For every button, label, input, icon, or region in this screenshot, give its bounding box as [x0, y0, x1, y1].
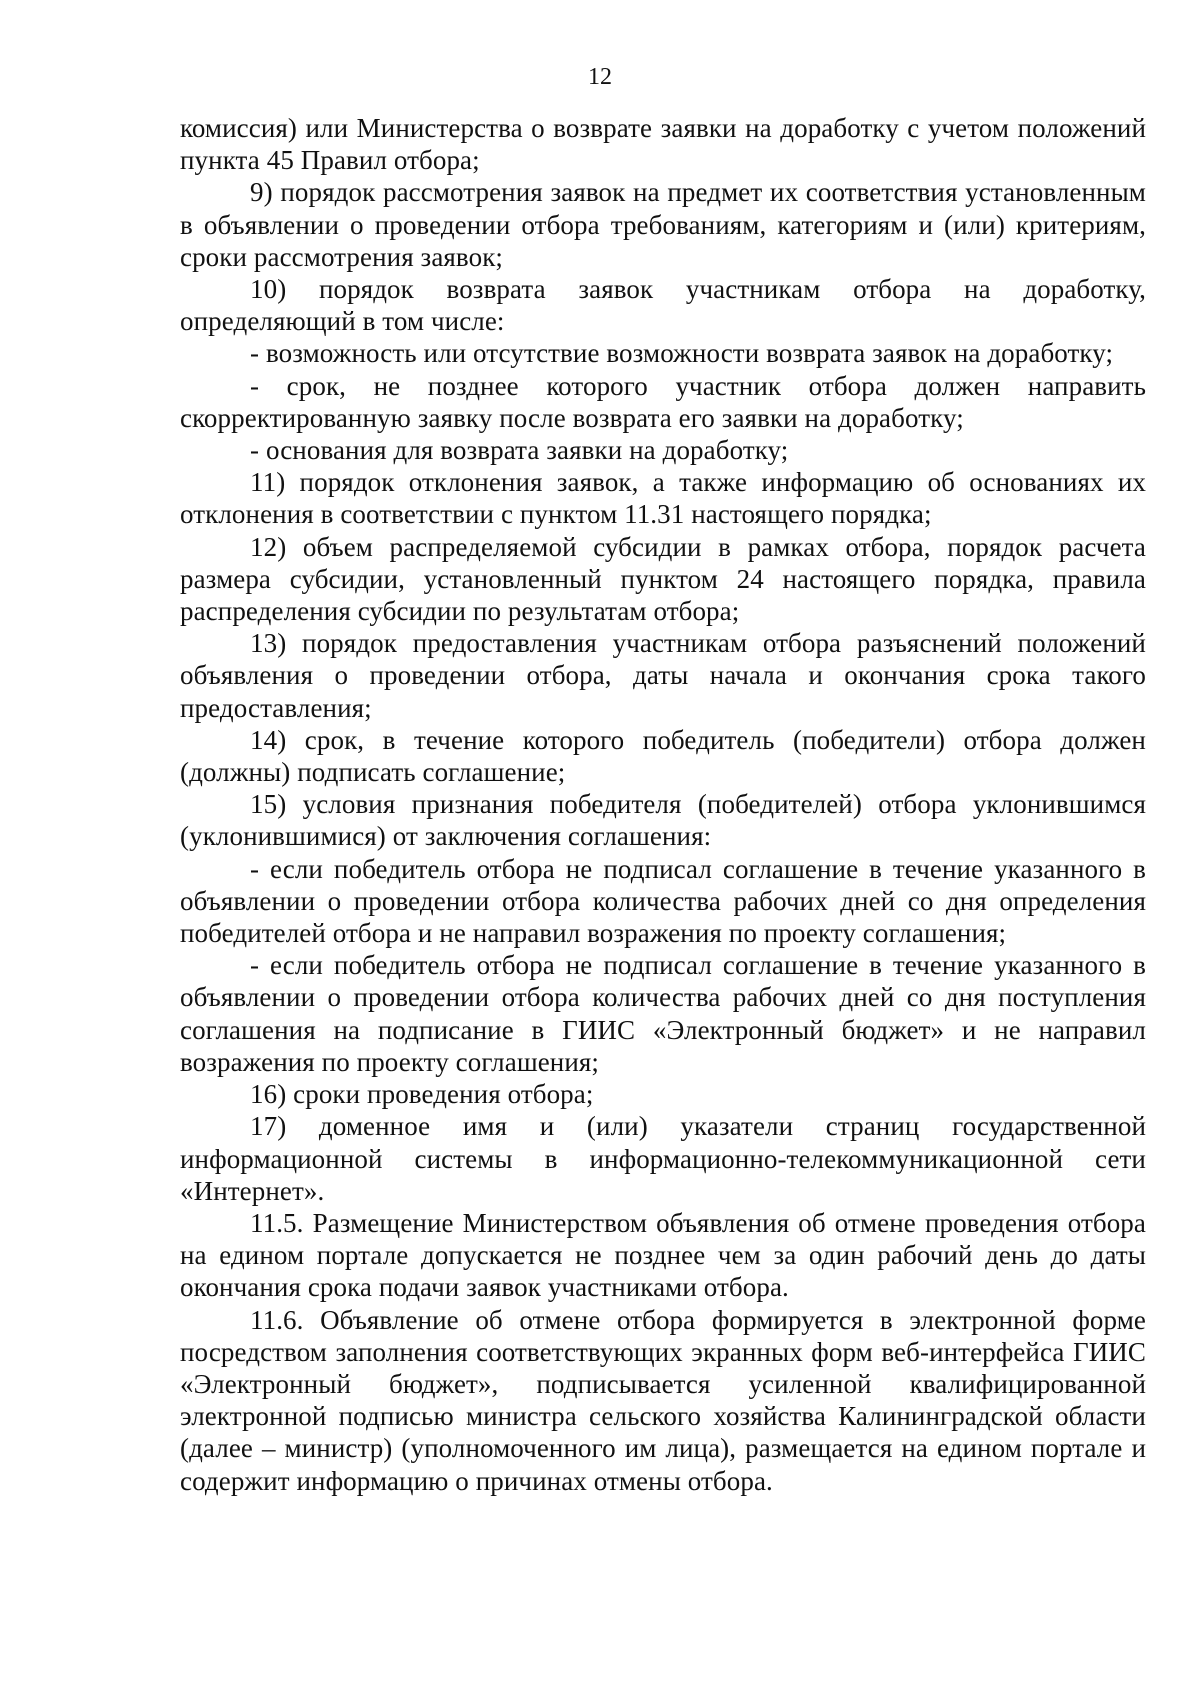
paragraph-item-13: 13) порядок предоставления участникам отбора разъяснений положений объявления о проведении отбора, даты начала и окончания срока такого предоставления; [180, 628, 1146, 723]
paragraph-item-11: 11) порядок отклонения заявок, а также информацию об основаниях их отклонения в соответствии с пунктом 11.31 настоящего порядка; [180, 467, 1146, 530]
paragraph-item-15: 15) условия признания победителя (победителей) отбора уклонившимся (уклонившимися) от заключения соглашения: [180, 789, 1146, 852]
paragraph-section-11-6: 11.6. Объявление об отмене отбора формируется в электронной форме посредством заполнения соответствующих экранных форм веб-интерфейса ГИИС «Электронный бюджет», подписывается усиленной квалифицированной электронной подписью министра сельского хозяйства Калининградской области (далее – министр) (уполномоченного им лица), размещается на едином портале и содержит информацию о причинах отмены отбора. [180, 1304, 1146, 1496]
paragraph-item-12: 12) объем распределяемой субсидии в рамках отбора, порядок расчета размера субсидии, установленный пунктом 24 настоящего порядка, правила распределения субсидии по результатам отбора; [180, 531, 1146, 627]
page-number: 12 [588, 64, 612, 90]
paragraph-bullet: - если победитель отбора не подписал соглашение в течение указанного в объявлении о проведении отбора количества рабочих дней со дня определения победителей отбора и не направил возражения по проекту соглашения; [180, 853, 1146, 949]
paragraph-continuation: комиссия) или Министерства о возврате заявки на доработку с учетом положений пункта 45 Правил отбора; [180, 113, 1146, 176]
paragraph-item-17: 17) доменное имя и (или) указатели страниц государственной информационной системы в информационно-телекоммуникационной сети «Интернет». [180, 1111, 1146, 1206]
paragraph-bullet: - возможность или отсутствие возможности возврата заявок на доработку; [250, 338, 1114, 369]
paragraph-bullet: - срок, не позднее которого участник отбора должен направить скорректированную заявку после возврата его заявки на доработку; [180, 370, 1146, 433]
document-body [180, 112, 1146, 1497]
paragraph-bullet: - если победитель отбора не подписал соглашение в течение указанного в объявлении о проведении отбора количества рабочих дней со дня поступления соглашения на подписание в ГИИС «Электронный бюджет» и не направил возражения по проекту соглашения; [180, 950, 1146, 1077]
paragraph-section-11-5: 11.5. Размещение Министерством объявления об отмене проведения отбора на едином портале допускается не позднее чем за один рабочий день до даты окончания срока подачи заявок участниками отбора. [180, 1207, 1146, 1303]
paragraph-item-9: 9) порядок рассмотрения заявок на предмет их соответствия установленным в объявлении о проведении отбора требованиям, категориям и (или) критериям, сроки рассмотрения заявок; [180, 177, 1146, 272]
paragraph-bullet: - основания для возврата заявки на доработку; [250, 435, 789, 466]
paragraph-item-14: 14) срок, в течение которого победитель (победители) отбора должен (должны) подписать соглашение; [180, 724, 1146, 788]
paragraph-item-10: 10) порядок возврата заявок участникам отбора на доработку, определяющий в том числе: [180, 274, 1146, 337]
paragraph-item-16: 16) сроки проведения отбора; [250, 1079, 594, 1110]
